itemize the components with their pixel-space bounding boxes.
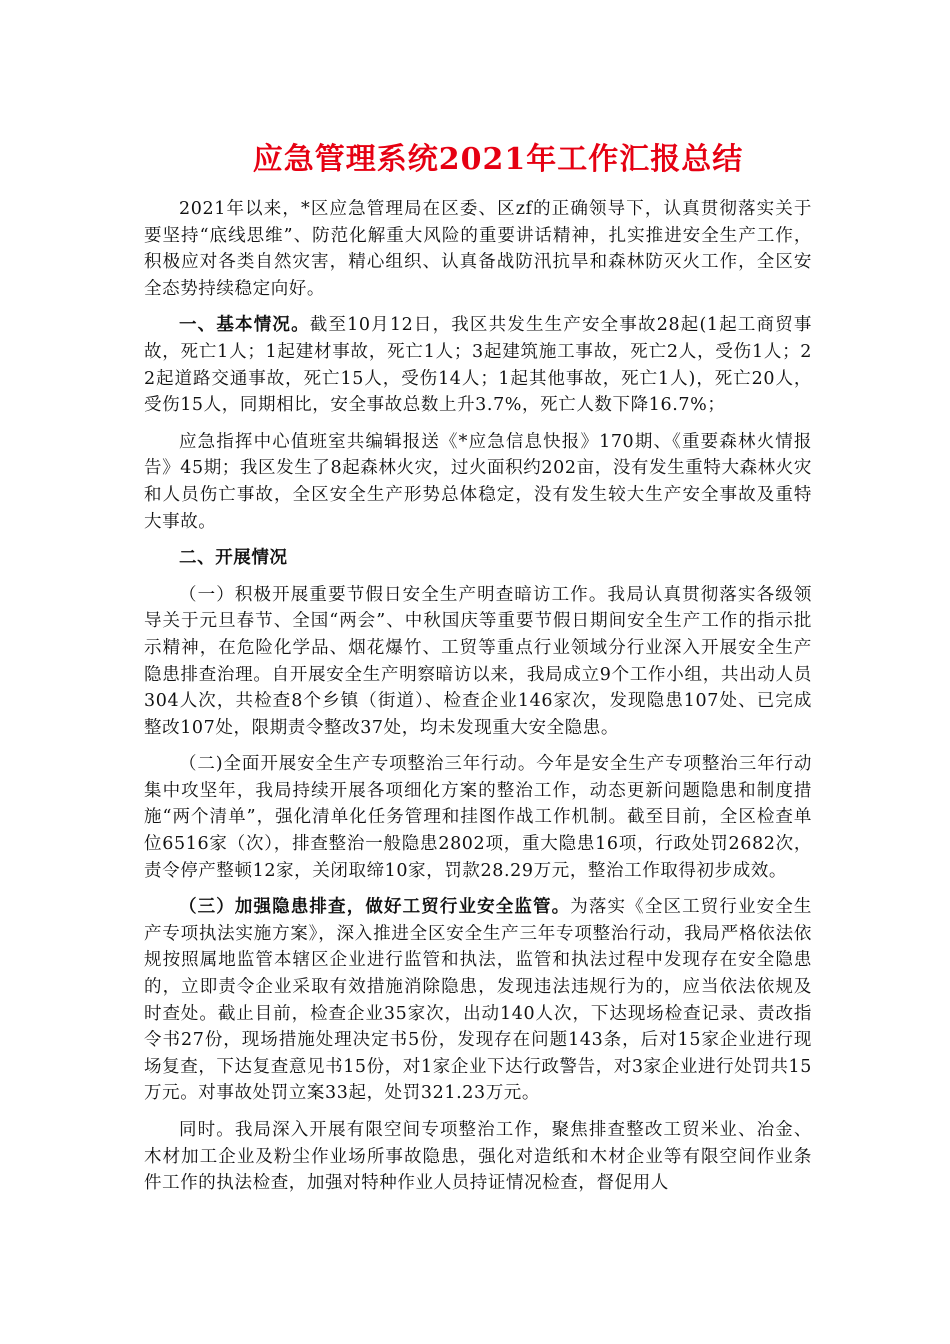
paragraph-hazard-screening [144,894,812,1107]
section-heading-work-progress-text: 二、开展情况 [179,548,288,569]
paragraph-hazard-screening-text: 为落实《全区工贸行业安全生产专项执法实施方案》，深入推进全区安全生产三年专项整治行动，我局严格依法依规按照属地监管本辖区企业进行监管和执法，监管和执法过程中发现存在安全隐患的，立即责令企业采取有效措施消除隐患，发现违法违规行为的，应当依法依规及时查处。截止目前，检查企业35家次，出动140人次，下达现场检查记录、责改指令书27份，现场措施处理决定书5份，发现存在问题143条，后对15家企业进行现场复查，下达复查意见书15份，对1家企业下达行政警告，对3家企业进行处罚共15万元。对事故处罚立案33起，处罚321.23万元。 [144,897,812,1104]
document-title: 应急管理系统2021年工作汇报总结 [252,142,744,177]
paragraph-confined-space-text: 同时。我局深入开展有限空间专项整治工作，聚焦排查整改工贸米业、冶金、木材加工企业及粉尘作业场所事故隐患，强化对造纸和木材企业等有限空间作业条件工作的执法检查，加强对特种作业人员持证情况检查，督促用人 [144,1120,812,1194]
paragraph-intro-text: 2021年以来，*区应急管理局在区委、区zf的正确领导下，认真贯彻落实关于要坚持“底线思维”、防范化解重大风险的重要讲话精神，扎实推进安全生产工作，积极应对各类自然灾害，精心组织、认真备战防汛抗旱和森林防灭火工作，全区安全态势持续稳定向好。 [144,199,812,299]
paragraph-intro [144,196,812,302]
paragraph-basic-situation [144,312,812,418]
paragraph-confined-space [144,1117,812,1197]
section-heading-basic-situation: 一、基本情况。 [179,315,310,336]
paragraph-holiday-inspection [144,582,812,742]
paragraph-basic-situation-text: 截至10月12日，我区共发生生产安全事故28起(1起工商贸事故，死亡1人；1起建材事故，死亡1人；3起建筑施工事故，死亡2人，受伤1人；22起道路交通事故，死亡15人，受伤14人；1起其他事故，死亡1人)，死亡20人，受伤15人，同期相比，安全事故总数上升3.7%，死亡人数下降16.7%； [144,315,813,416]
section-heading-hazard-screening: （三）加强隐患排查，做好工贸行业安全监管。 [179,897,571,918]
paragraph-three-year-action-text: （二)全面开展安全生产专项整治三年行动。今年是安全生产专项整治三年行动集中攻坚年，我局持续开展各项细化方案的整治工作，动态更新问题隐患和制度措施“两个清单”，强化清单化任务管理和挂图作战工作机制。截至目前，全区检查单位6516家（次），排查整治一般隐患2802项，重大隐患16项，行政处罚2682次，责令停产整顿12家，关闭取缔10家，罚款28.29万元，整治工作取得初步成效。 [144,754,812,881]
section-heading-work-progress [144,545,812,572]
paragraph-emergency-command [144,429,812,535]
paragraph-emergency-command-text: 应急指挥中心值班室共编辑报送《*应急信息快报》170期、《重要森林火情报告》45期；我区发生了8起森林火灾，过火面积约202亩，没有发生重特大森林火灾和人员伤亡事故，全区安全生产形势总体稳定，没有发生较大生产安全事故及重特大事故。 [144,431,812,532]
paragraph-holiday-inspection-text: （一）积极开展重要节假日安全生产明查暗访工作。我局认真贯彻落实各级领导关于元旦春节、全国“两会”、中秋国庆等重要节假日期间安全生产工作的指示批示精神，在危险化学品、烟花爆竹、工贸等重点行业领域分行业深入开展安全生产隐患排查治理。自开展安全生产明察暗访以来，我局成立9个工作小组，共出动人员304人次，共检查8个乡镇（街道）、检查企业146家次，发现隐患107处、已完成整改107处，限期责令整改37处，均未发现重大安全隐患。 [144,584,812,738]
paragraph-three-year-action [144,751,812,884]
